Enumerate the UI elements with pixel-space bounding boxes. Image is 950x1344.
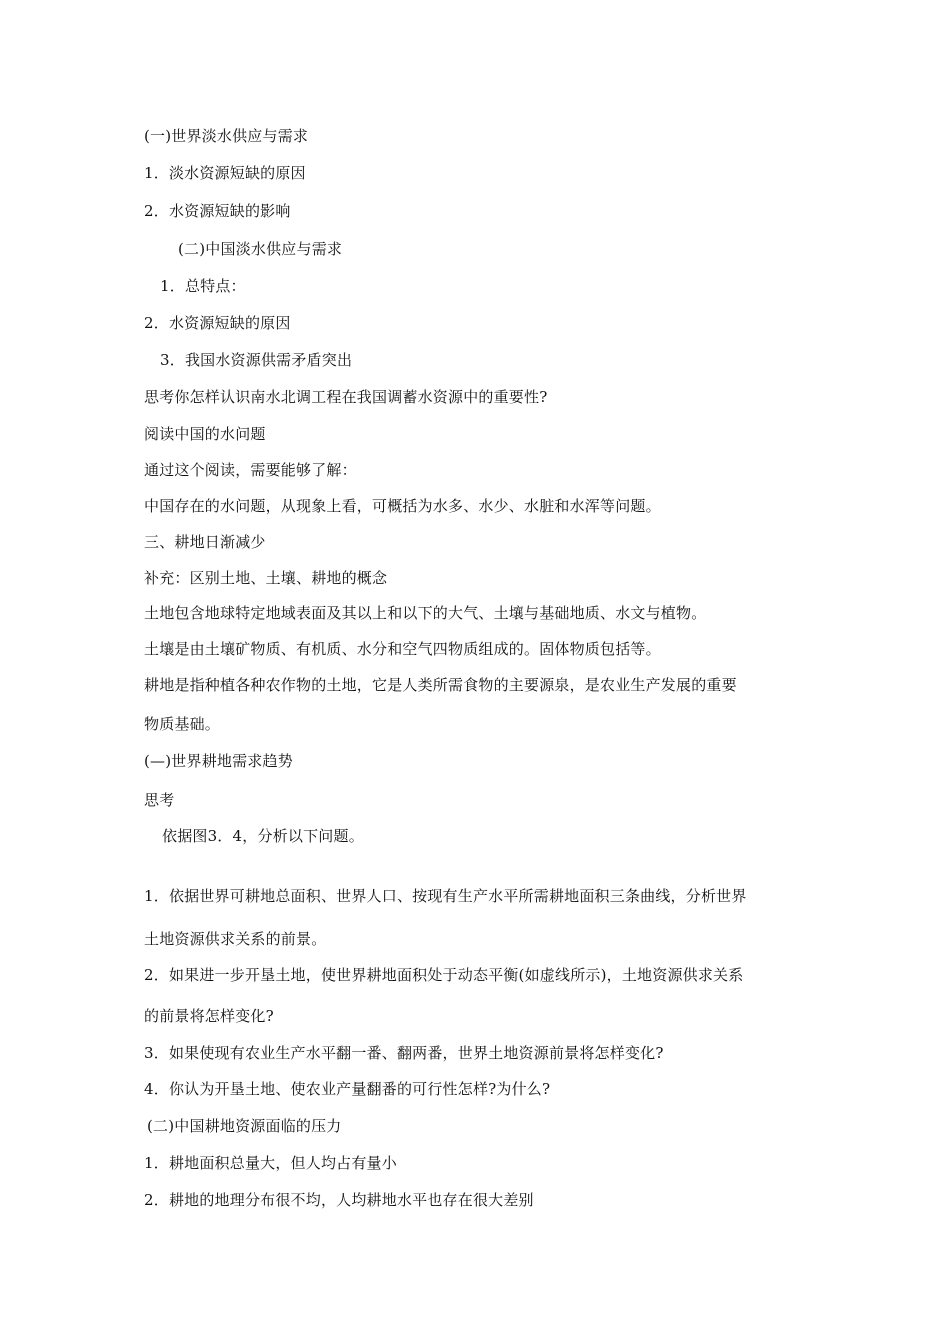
supplement-concepts: 补充：区别土地、土壤、耕地的概念 <box>144 569 388 587</box>
think-south-north-diversion: 思考你怎样认识南水北调工程在我国调蓄水资源中的重要性? <box>144 388 548 406</box>
china-water-problems: 中国存在的水问题，从现象上看，可概括为水多、水少、水脏和水浑等问题。 <box>144 497 661 515</box>
item-general-features: 1．总特点： <box>160 277 246 295</box>
definition-farmland-line1: 耕地是指种植各种农作物的土地，它是人类所需食物的主要源泉，是农业生产发展的重要 <box>144 676 737 694</box>
question-2-line1: 2．如果进一步开垦土地，使世界耕地面积处于动态平衡(如虚线所示)，土地资源供求关系 <box>144 966 744 984</box>
reading-intro: 通过这个阅读，需要能够了解： <box>144 461 357 479</box>
item-water-shortage-impact: 2．水资源短缺的影响 <box>144 202 291 220</box>
heading-china-freshwater: (二)中国淡水供应与需求 <box>178 240 343 258</box>
heading-world-farmland: (—)世界耕地需求趋势 <box>144 752 293 770</box>
question-2-line2: 的前景将怎样变化? <box>144 1007 274 1025</box>
definition-farmland-line2: 物质基础。 <box>144 715 221 733</box>
heading-farmland-decrease: 三、耕地日渐减少 <box>144 533 266 551</box>
heading-world-freshwater: (一)世界淡水供应与需求 <box>144 127 309 145</box>
heading-china-farmland-pressure: (二)中国耕地资源面临的压力 <box>147 1117 342 1135</box>
question-3: 3．如果使现有农业生产水平翻一番、翻两番，世界土地资源前景将怎样变化? <box>144 1044 664 1062</box>
item-farmland-per-capita: 1．耕地面积总量大，但人均占有量小 <box>144 1154 397 1172</box>
question-1-line2: 土地资源供求关系的前景。 <box>144 930 327 948</box>
figure-instruction: 依据图3．4，分析以下问题。 <box>162 827 364 845</box>
think-label: 思考 <box>144 791 175 809</box>
definition-soil: 土壤是由土壤矿物质、有机质、水分和空气四物质组成的。固体物质包括等。 <box>144 640 661 658</box>
item-farmland-distribution: 2．耕地的地理分布很不均，人均耕地水平也存在很大差别 <box>144 1191 534 1209</box>
question-1-line1: 1．依据世界可耕地总面积、世界人口、按现有生产水平所需耕地面积三条曲线，分析世界 <box>144 887 747 905</box>
item-supply-demand-conflict: 3．我国水资源供需矛盾突出 <box>160 351 353 369</box>
question-4: 4．你认为开垦土地、使农业产量翻番的可行性怎样?为什么? <box>144 1080 551 1098</box>
reading-china-water: 阅读中国的水问题 <box>144 425 266 443</box>
item-freshwater-shortage-cause: 1．淡水资源短缺的原因 <box>144 164 306 182</box>
item-china-shortage-cause: 2．水资源短缺的原因 <box>144 314 291 332</box>
definition-land: 土地包含地球特定地域表面及其以上和以下的大气、土壤与基础地质、水文与植物。 <box>144 604 707 622</box>
